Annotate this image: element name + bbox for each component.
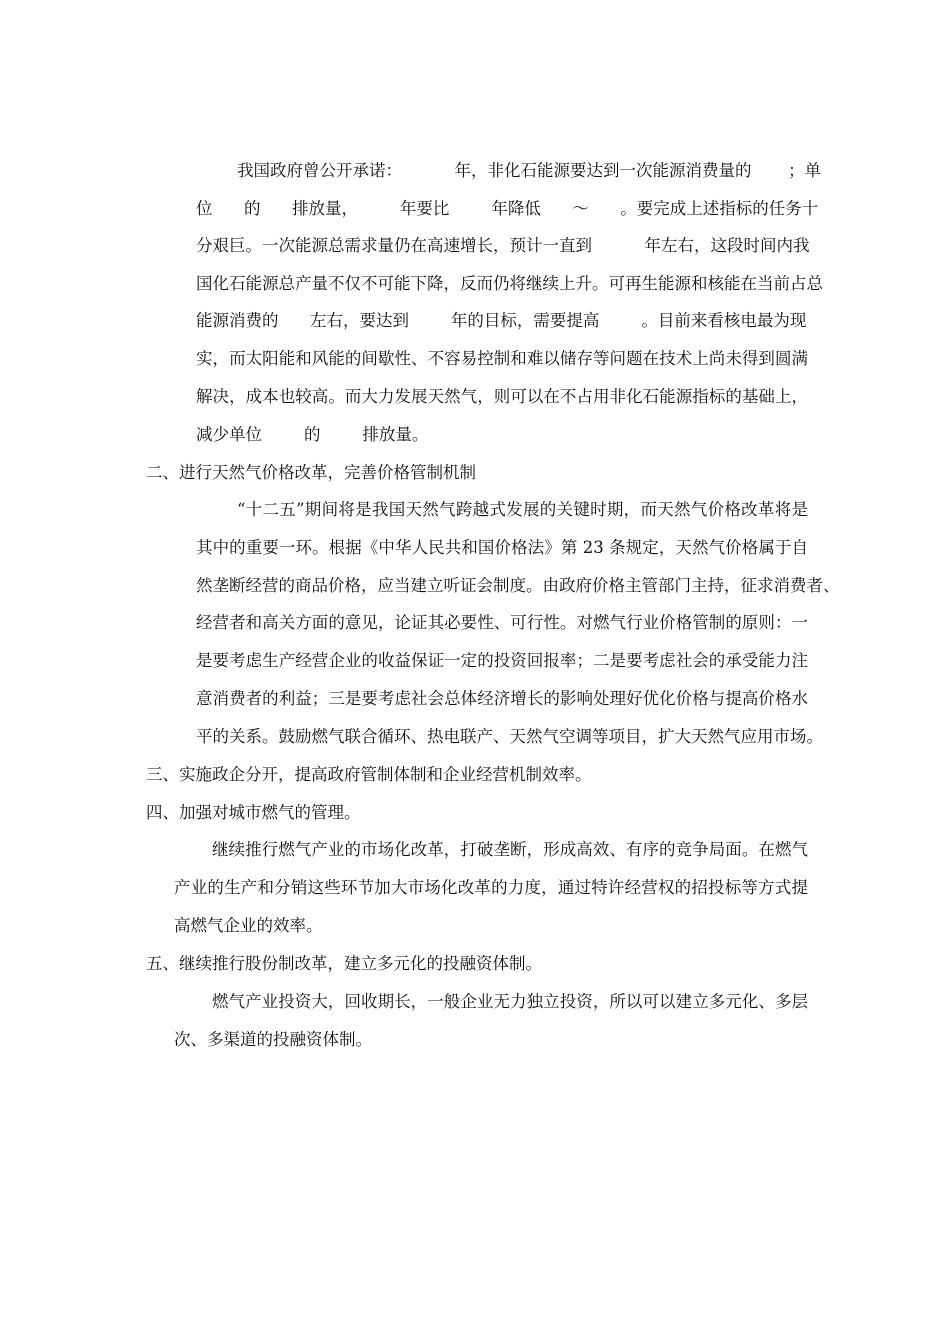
section-heading-3: 三、实施政企分开，提高政府管制体制和企业经营机制效率。 [146,765,592,784]
text-line: 实，而太阳能和风能的间歇性、不容易控制和难以储存等问题在技术上尚未得到圆满 [196,349,808,368]
text-line: 高燃气企业的效率。 [174,916,323,935]
text-line: 产业的生产和分销这些环节加大市场化改革的力度，通过特许经营权的招投标等方式提 [174,878,808,897]
section-heading-2: 二、进行天然气价格改革，完善价格管制机制 [146,463,476,482]
text-line: 解决，成本也较高。而大力发展天然气，则可以在不占用非化石能源指标的基础上， [196,387,808,406]
text-line: 能源消费的 左右，要达到 年的目标，需要提高 。目前来看核电最为现 [196,311,807,330]
section-heading-5: 五、继续推行股份制改革，建立多元化的投融资体制。 [146,954,542,973]
text-line: 经营者和高关方面的意见，论证其必要性、可行性。对燃气行业价格管制的原则：一 [196,613,808,632]
text-line: 位 的 排放量， 年要比 年降低 ～ 。要完成上述指标的任务十 [196,199,819,218]
text-line: 次、多渠道的投融资体制。 [174,1030,372,1049]
text-line: 继续推行燃气产业的市场化改革，打破垄断，形成高效、有序的竞争局面。在燃气 [212,840,808,859]
section-heading-4: 四、加强对城市燃气的管理。 [146,803,361,822]
text-line: “十二五”期间将是我国天然气跨越式发展的关键时期，而天然气价格改革将是 [237,500,808,519]
text-line: 然垄断经营的商品价格，应当建立听证会制度。由政府价格主管部门主持，征求消费者、 [196,576,840,595]
text-line: 意消费者的利益；三是要考虑社会总体经济增长的影响处理好优化价格与提高价格水 [196,689,808,708]
text-line: 分艰巨。一次能源总需求量仍在高速增长，预计一直到 年左右，这段时间内我 [196,236,810,255]
text-line: 燃气产业投资大，回收期长，一般企业无力独立投资，所以可以建立多元化、多层 [212,992,808,1011]
text-line: 我国政府曾公开承诺： 年，非化石能源要达到一次能源消费量的 ；单 [237,161,822,180]
text-line: 减少单位 的 排放量。 [196,425,429,444]
text-line: 其中的重要一环。根据《中华人民共和国价格法》第 23 条规定，天然气价格属于自 [196,538,808,557]
text-line: 是要考虑生产经营企业的收益保证一定的投资回报率；二是要考虑社会的承受能力注 [196,651,808,670]
text-line: 平的关系。鼓励燃气联合循环、热电联产、天然气空调等项目，扩大天然气应用市场。 [196,727,823,746]
text-line: 国化石能源总产量不仅不可能下降，反而仍将继续上升。可再生能源和核能在当前占总 [196,274,823,293]
